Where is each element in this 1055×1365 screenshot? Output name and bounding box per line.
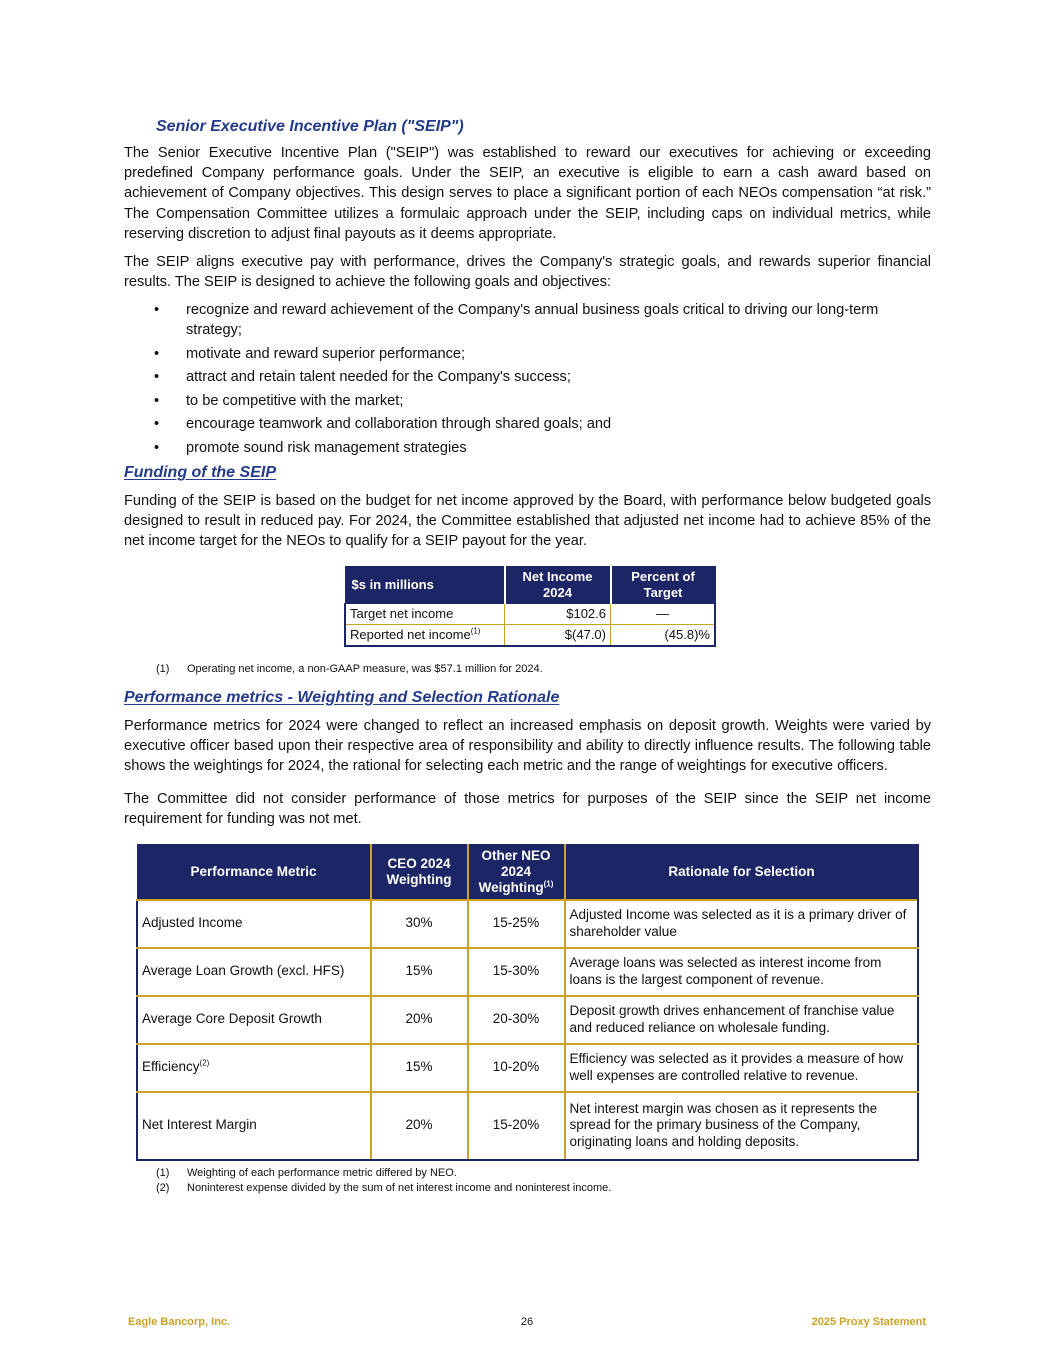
table-row [137, 1092, 918, 1160]
bullet-icon: • [154, 302, 160, 319]
ceo-weight-cell: 15% [371, 1044, 468, 1092]
list-item: • to be competitive with the market; [154, 392, 404, 409]
table-row [345, 624, 715, 646]
metrics-footnote-1: (1) Weighting of each performance metric differed by NEO. [156, 1166, 457, 1179]
neo-weight-cell: 10-20% [468, 1044, 565, 1092]
rationale-cell: Adjusted Income was selected as it is a primary driver of shareholder value [565, 900, 919, 948]
ceo-weight-cell: 20% [371, 1092, 468, 1160]
ceo-weight-cell: 20% [371, 996, 468, 1044]
column-header: Percent of Target [611, 566, 716, 603]
bullet-icon: • [154, 345, 160, 362]
table-row [137, 900, 918, 948]
neo-weight-cell: 20-30% [468, 996, 565, 1044]
footnote-marker: (2) [199, 1058, 210, 1068]
percent-cell: (45.8)% [611, 624, 716, 646]
percent-cell: — [611, 603, 716, 624]
row-label: Reported net income$^{(1)}$ [345, 624, 505, 646]
column-header-rationale: Rationale for Selection [565, 844, 919, 900]
list-item: • recognize and reward achievement of the Company's annual business goals critical to driving our long-term strategy; [154, 302, 879, 339]
footer-company: Eagle Bancorp, Inc. [128, 1316, 231, 1328]
neo-weight-cell: 15-20% [468, 1092, 565, 1160]
metric-cell: Average Core Deposit Growth [137, 996, 371, 1044]
row-label: Target net income [345, 603, 505, 624]
list-item: • encourage teamwork and collaboration through shared goals; and [154, 416, 612, 433]
rationale-cell: Efficiency was selected as it provides a measure of how well expenses are controlled relative to revenue. [565, 1044, 919, 1092]
net-income-cell: $(47.0) [505, 624, 611, 646]
funding-footnote: (1) Operating net income, a non-GAAP measure, was $57.1 million for 2024. [156, 662, 543, 675]
seip-heading: Senior Executive Incentive Plan ("SEIP") [156, 118, 464, 135]
bullet-icon: • [154, 369, 160, 386]
column-header-ceo: CEO 2024 Weighting [371, 844, 468, 900]
page-number: 26 [520, 1316, 534, 1328]
bullet-icon: • [154, 416, 160, 433]
table-header-row [137, 844, 918, 900]
table-row [137, 996, 918, 1044]
list-item: • attract and retain talent needed for the Company's success; [154, 369, 571, 386]
metrics-paragraph-2: The Committee did not consider performance of those metrics for purposes of the SEIP since the SEIP net income requirement for funding was not met. [124, 791, 931, 828]
funding-paragraph: Funding of the SEIP is based on the budget for net income approved by the Board, with performance below budgeted goals designed to result in reduced pay. For 2024, the Committee established that adjusted net income had to achieve 85% of the net income target for the NEOs to qualify for a SEIP payout for the year. [124, 492, 931, 550]
seip-paragraph-2: The SEIP aligns executive pay with performance, drives the Company's strategic goals, and rewards superior financial results. The SEIP is designed to achieve the following goals and objectives: [124, 254, 931, 291]
list-item: • motivate and reward superior performance; [154, 345, 466, 362]
column-header-neo: Other NEO 2024 Weighting$^{(1)}$ [468, 844, 565, 900]
rationale-cell: Average loans was selected as interest income from loans is the largest component of revenue. [565, 948, 919, 996]
table-header-row [345, 566, 715, 603]
metric-cell: Net Interest Margin [137, 1092, 371, 1160]
table-row [137, 948, 918, 996]
funding-heading: Funding of the SEIP [124, 463, 276, 481]
neo-weight-cell: 15-25% [468, 900, 565, 948]
bullet-icon: • [154, 392, 160, 409]
metrics-footnote-2: (2) Noninterest expense divided by the sum of net interest income and noninterest income. [156, 1181, 612, 1194]
list-item: • promote sound risk management strategies [154, 439, 467, 456]
bullet-icon: • [154, 439, 160, 456]
metrics-paragraph-1: Performance metrics for 2024 were changed to reflect an increased emphasis on deposit growth. Weights were varied by executive officer based upon their respective area of responsibility and ability to directly influence results. The following table shows the weightings for 2024, the rational for selecting each metric and the range of weightings for executive officers. [124, 717, 931, 774]
ceo-weight-cell: 30% [371, 900, 468, 948]
metric-cell: Average Loan Growth (excl. HFS) [137, 948, 371, 996]
page-content [124, 118, 931, 1196]
footnote-marker: (1) [470, 626, 481, 636]
metric-cell: Efficiency$^{(2)}$ [137, 1044, 371, 1092]
neo-weight-cell: 15-30% [468, 948, 565, 996]
rationale-cell: Deposit growth drives enhancement of franchise value and reduced reliance on wholesale funding. [565, 996, 919, 1044]
footer-document-title: 2025 Proxy Statement [811, 1316, 926, 1328]
seip-paragraph-1: The Senior Executive Incentive Plan ("SEIP") was established to reward our executives for achieving or exceeding predefined Company performance goals. Under the SEIP, an executive is eligible to earn a cash award based on achievement of Company objectives. This design serves to place a significant portion of each NEOs compensation “at risk.” The Compensation Committee utilizes a formulaic approach under the SEIP, including caps on individual metrics, while reserving discretion to adjust final payouts as it deems appropriate. [124, 145, 931, 242]
metrics-table [136, 844, 919, 1161]
footnote-marker: (1) [543, 879, 554, 889]
rationale-cell: Net interest margin was chosen as it represents the spread for the primary business of the Company, originating loans and holding deposits. [565, 1092, 919, 1160]
net-income-cell: $102.6 [505, 603, 611, 624]
column-header-metric: Performance Metric [137, 844, 371, 900]
metric-cell: Adjusted Income [137, 900, 371, 948]
column-header: $s in millions [345, 566, 505, 603]
column-header: Net Income 2024 [505, 566, 611, 603]
table-row [345, 603, 715, 624]
metrics-heading: Performance metrics - Weighting and Selection Rationale [124, 688, 560, 706]
funding-table [344, 566, 716, 647]
seip-goals-list [124, 300, 931, 458]
ceo-weight-cell: 15% [371, 948, 468, 996]
table-row [137, 1044, 918, 1092]
